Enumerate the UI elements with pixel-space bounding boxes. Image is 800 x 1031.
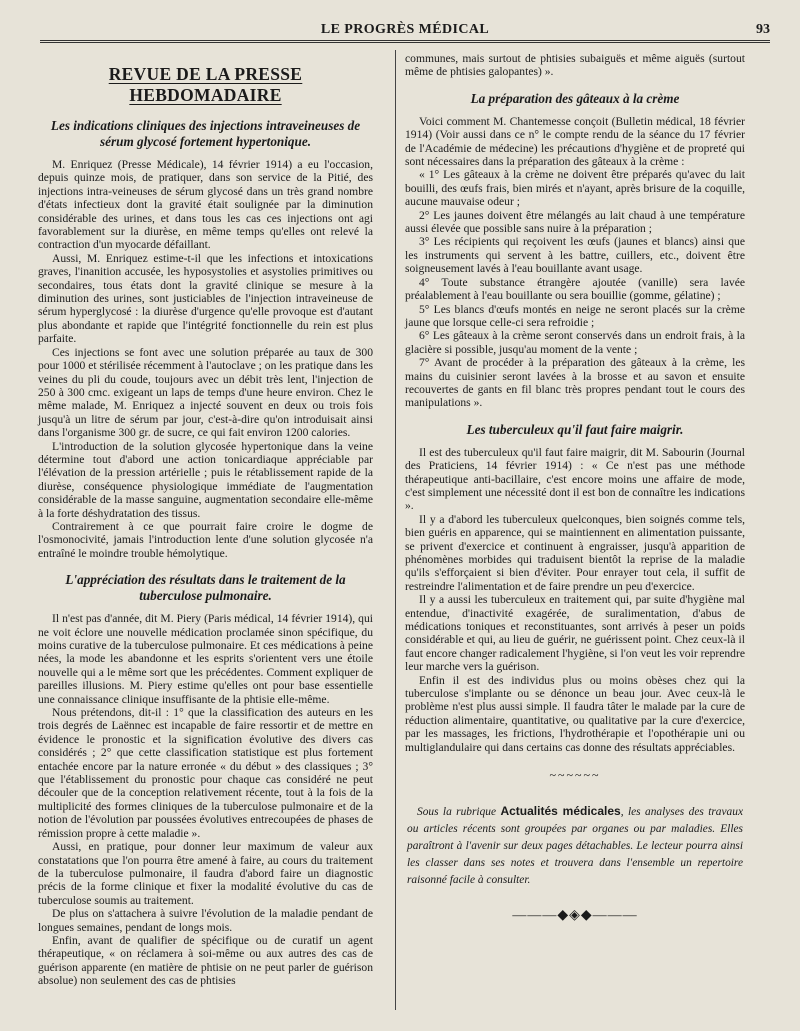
ornament-icon: ———◆◈◆——— bbox=[512, 908, 638, 924]
paragraph: « 1° Les gâteaux à la crème ne doivent être préparés qu'avec du lait bouilli, des œufs frais, bien mirés et n'ayant, après brisure de la coquille, aucune mauvaise odeur ; bbox=[405, 168, 745, 209]
paragraph: Enfin, avant de qualifier de spécifique ou de curatif un agent thérapeutique, « on réclamera à soi-même ou aux autres des cas de guérison apparente (en matière de phtisie on ne peut parler de guérison absolue) non seulement des cas de phtisies bbox=[38, 933, 373, 988]
note-text-start: Sous la rubrique bbox=[417, 806, 501, 819]
article-title-maigrir: Les tuberculeux qu'il faut faire maigrir. bbox=[466, 421, 684, 437]
paragraph: 2° Les jaunes doivent être mélangés au lait chaud à une température aussi élevée que possible sans nuire à la préparation ; bbox=[405, 208, 745, 236]
section-heading: REVUE DE LA PRESSE HEBDOMADAIRE bbox=[108, 64, 303, 105]
paragraph: Enfin il est des individus plus ou moins obèses chez qui la tuberculose s'implante ou se dénonce un beau jour. Avec ceux-là le problème n'est plus aussi simple. Il faudra tâter le malade par la cure de réduction alimentaire, quantitative, ou qualitative par la cure d'exercice, par les massages, les frictions, l'hydrothérapie et l'opothérapie uni ou multiglandulaire qui dans certains cas donne des résultats appréciables. bbox=[405, 673, 745, 754]
paragraph: 3° Les récipients qui reçoivent les œufs (jaunes et blancs) ainsi que les instruments qui servent à les battre, cuillers, etc., doivent être soigneusement lavés à l'eau bouillante avant usage. bbox=[405, 235, 745, 276]
paragraph: Contrairement à ce que pourrait faire croire le dogme de l'osmonocivité, jamais l'introduction lente d'une solution glycosée n'a entraîné le moindre trouble hémolytique. bbox=[38, 519, 373, 560]
paragraph: Il y a aussi les tuberculeux en traitement qui, par suite d'hygiène mal entendue, d'inactivité exagérée, de suralimentation, d'abus de médications toniques et reconstituantes, sont arrivés à peser un poids considérable et qui, au lieu de guérir, ne guérissent point. Chez ceux-là il faut encore changer radicalement l'hygiène, si l'on veut les voir reprendre leur marche vers la guérison. bbox=[405, 593, 745, 674]
section-separator: ~~~~~~ bbox=[549, 768, 601, 783]
paragraph: 6° Les gâteaux à la crème seront conservés dans un endroit frais, à la glacière si possible, jusqu'au moment de la vente ; bbox=[405, 329, 745, 356]
paragraph: Aussi, M. Enriquez estime-t-il que les infections et intoxications graves, l'inanition accusée, les hyposystolies et asystolies primitives ou secondaires, tous états dont la gravité clinique se mesure à la diminution des urines, sont justiciables de l'injection intraveineuse de sérum hyperglycosé : la diurèse d'urgence qu'elle provoque est d'autant plus abondante et rapide que l'intégrité fonctionnelle du rein est plus parfaite. bbox=[38, 251, 373, 346]
paragraph: 5° Les blancs d'œufs montés en neige ne seront placés sur la crème jaune que lorsque celle-ci sera refroidie ; bbox=[405, 302, 745, 329]
paragraph: Nous prétendons, dit-il : 1° que la classification des auteurs en les trois degrés de Laënnec est incapable de faire ressortir et de mettre en évidence le pronostic et la signification évolutive des divers cas considérés ; 2° que cette classification statistique est plus fortement entachée encore par la nature erronée « du début » des classiques ; 3° que l'établissement du pronostic pour chaque cas considéré ne peut découler que de la conception relativement récente, tout à la fois de la multiplicité des formes cliniques de la tuberculose pulmonaire et de la notion de l'évolution par poussées évolutives entrecoupées de phases de rémission propre à cette maladie ». bbox=[38, 706, 373, 840]
editorial-note bbox=[405, 793, 745, 889]
right-column bbox=[405, 52, 745, 924]
column-divider bbox=[395, 50, 396, 1010]
paragraph: Il y a d'abord les tuberculeux quelconques, bien soignés comme tels, bien guéris en apparence, qui se maintiennent en alimentation puissante, se privent d'exercice et continuent à engraisser, jusqu'à apparition de phénomènes morbides qui traduisent bientôt la reprise de la maladie qu'ils s'efforçaient si bien d'éviter. Pour enrayer tout cela, il suffit de restreindre l'alimentation et de faire prendre un peu d'exercice. bbox=[405, 512, 745, 593]
paragraph: Il est des tuberculeux qu'il faut faire maigrir, dit M. Sabourin (Journal des Praticiens, 14 février 1914) : « Ce n'est pas une méthode thérapeutique anti-bacillaire, c'est encore moins une affaire de mode, c'est simplement une nécessité dont il est bon de connaître les indications ». bbox=[405, 445, 745, 513]
page-number: 93 bbox=[756, 22, 770, 37]
paragraph: Ces injections se font avec une solution préparée au taux de 300 pour 1000 et stérilisée récemment à l'autoclave ; on les pratique dans les veines du pli du coude, toujours avec un débit très lent, l'injection de 250 à 300 cmc. exigeant un laps de temps d'une heure environ. Chez le même malade, M. Enriquez a injecté souvent en deux ou trois fois jusqu'à un litre de sérum par jour, c'est-à-dire qu'on introduisait ainsi dans l'organisme 300 gr. de sucre, ce qui fait environ 1200 calories. bbox=[38, 345, 373, 440]
paragraph: M. Enriquez (Presse Médicale), 14 février 1914) a eu l'occasion, depuis quinze mois, de pratiquer, dans son service de la Pitié, des injections intra-veineuses de sérum glycosé dans un très grand nombre d'états infectieux dont la gravité était soulignée par la diminution considérable des urines, et dans tous les cas ces injections ont agi favorablement sur la diurèse, en même temps qu'elles ont relevé la contraction d'un myocarde défaillant. bbox=[38, 158, 373, 252]
journal-title: LE PROGRÈS MÉDICAL bbox=[320, 22, 490, 37]
paragraph: De plus on s'attachera à suivre l'évolution de la maladie pendant de longues semaines, pendant de longs mois. bbox=[38, 907, 373, 934]
article-title-gateaux: La préparation des gâteaux à la crème bbox=[470, 90, 680, 106]
paragraph: 4° Toute substance étrangère ajoutée (vanille) sera lavée préalablement à l'eau bouillante ou sera bouillie (gomme, gélatine) ; bbox=[405, 275, 745, 303]
paragraph: 7° Avant de procéder à la préparation des gâteaux à la crème, les mains du cuisinier seront lavées à la brosse et au savon et ensuite recouvertes de gants en fil blanc très propres pendant tout le cours des manipulations ». bbox=[405, 356, 745, 410]
article-title-glycose: Les indications cliniques des injections intraveineuses de sérum glycosé fortement hypertonique. bbox=[50, 118, 361, 149]
paragraph-continued: communes, mais surtout de phtisies subaiguës et même aiguës (surtout même de phtisies galopantes) ». bbox=[405, 52, 745, 79]
header-rule bbox=[40, 40, 770, 43]
paragraph: Voici comment M. Chantemesse conçoit (Bulletin médical, 18 février 1914) (Voir aussi dans ce n° le compte rendu de la séance du 17 février de l'Académie de médecine) les précautions d'hygiène et de propreté qui sont nécessaires dans la préparation des gâteaux à la crème : bbox=[405, 114, 745, 169]
left-column bbox=[38, 52, 373, 988]
note-text-end: , les analyses des travaux ou articles récents sont groupées par organes ou par maladies. Elles paraîtront à l'avenir sur deux pages détachables. Le lecteur pourra ainsi les classer dans ses notes et trouvera dans l'ensemble un repertoire raisonné facile à consulter. bbox=[407, 806, 743, 887]
paragraph: Il n'est pas d'année, dit M. Piery (Paris médical, 14 février 1914), qui ne voit éclore une nouvelle médication proclamée sinon spécifique, du moins curative de la tuberculose pulmonaire. Et ces médications à peine nées, la mode les abandonne et les esprits s'orientent vers une étoile nouvelle qui a le même sort que les précédentes. Comment expliquer de pareilles illusions. M. Piery estime qu'elles ont pour base essentielle une connaissance clinique insuffisante de la phtisie elle-même. bbox=[38, 612, 373, 706]
note-rubric: Actualités médicales bbox=[500, 804, 621, 819]
article-title-tuberculose: L'appréciation des résultats dans le traitement de la tuberculose pulmonaire. bbox=[65, 572, 346, 604]
paragraph: L'introduction de la solution glycosée hypertonique dans la veine détermine tout d'abord une action tonicardiaque appréciable par l'élévation de la pression artérielle ; puis le rétablissement rapide de la diurèse, conséquence physiologique immédiate de l'augmentation considérable de la masse sanguine, augmentation secondaire elle-même à la forte déshydratation des tissus. bbox=[38, 439, 373, 520]
paragraph: Aussi, en pratique, pour donner leur maximum de valeur aux constatations que l'on pourra être amené à faire, au cours du traitement de la tuberculose pulmonaire, il faudra d'abord faire un diagnostic précis de la forme clinique et fixer la modalité évolutive du cas de tuberculose soumis au traitement. bbox=[38, 840, 373, 907]
